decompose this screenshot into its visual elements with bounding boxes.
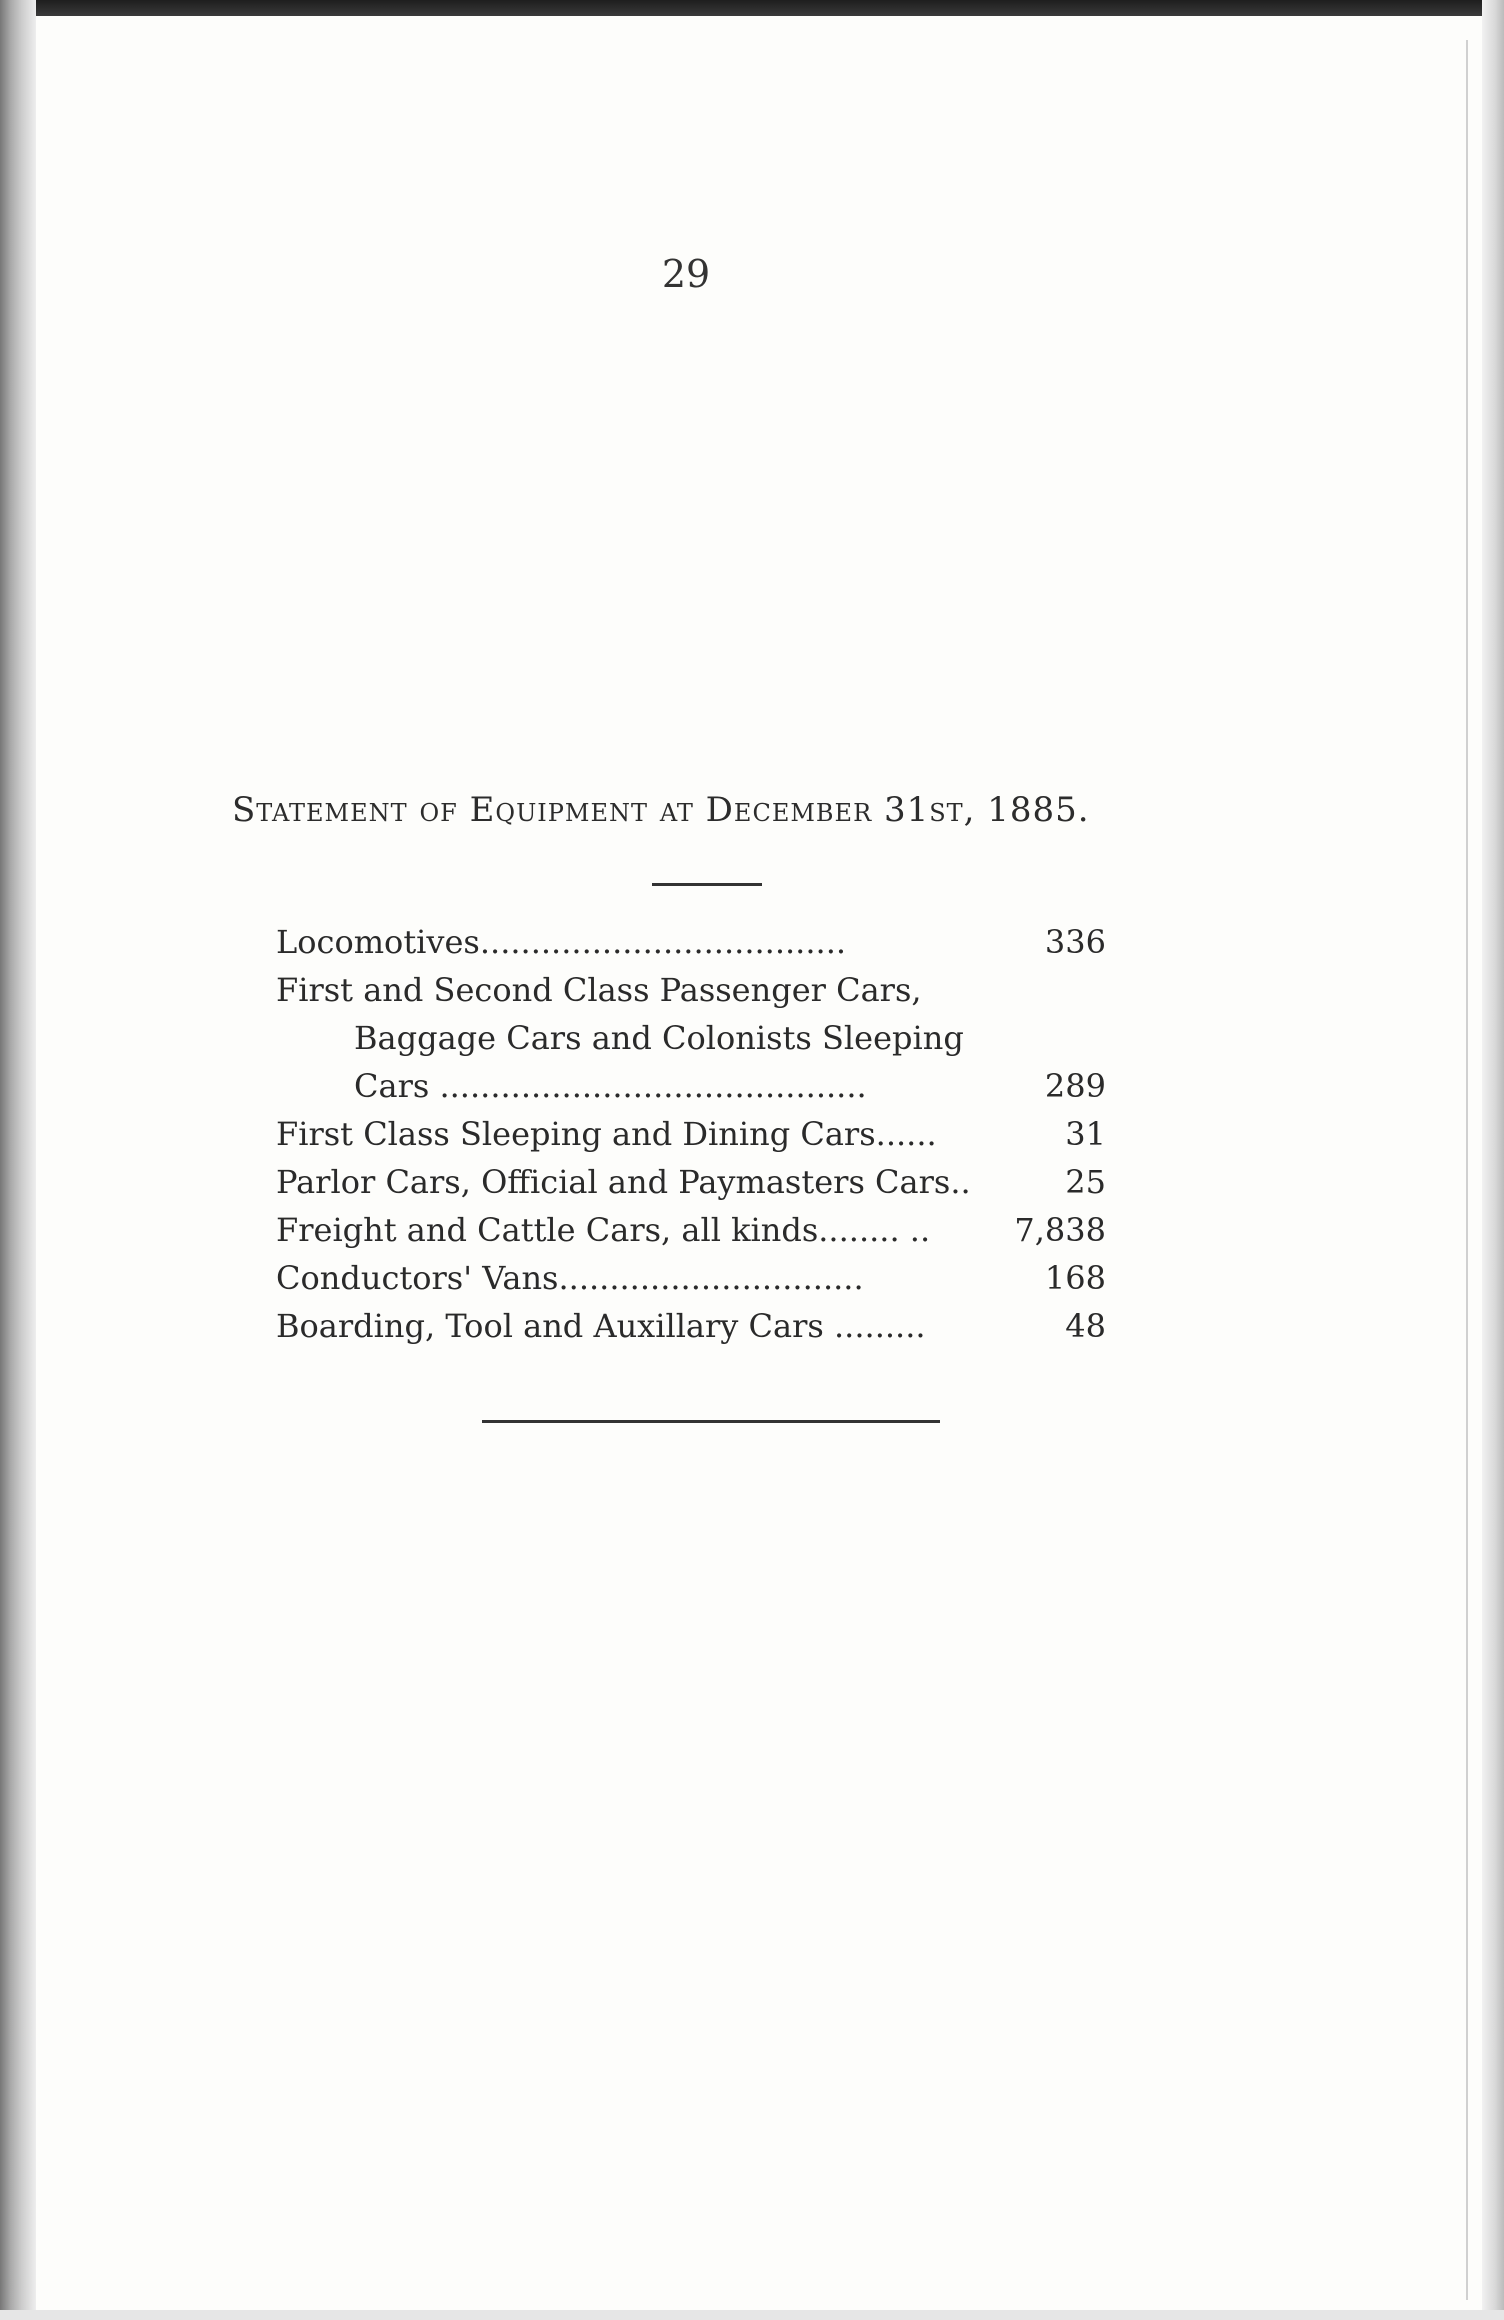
heading-rule: [652, 883, 762, 886]
book-binding-edge: [0, 0, 36, 2320]
table-row: [276, 1014, 1106, 1062]
row-value: 31: [1065, 1115, 1106, 1153]
page-number: 29: [661, 252, 711, 296]
table-row: [276, 918, 1106, 966]
table-row: [276, 1158, 1106, 1206]
table-row: [276, 1062, 1106, 1110]
row-label: First and Second Class Passenger Cars,: [276, 971, 922, 1009]
row-label: Parlor Cars, Official and Paymasters Cars..: [276, 1163, 971, 1201]
page-heading: Statement of Equipment at December 31st, 1885.: [232, 790, 1090, 830]
page-bottom-edge: [0, 2310, 1504, 2320]
row-label: Boarding, Tool and Auxillary Cars .........: [276, 1307, 926, 1345]
table-row: [276, 966, 1106, 1014]
page-right-edge: [1482, 0, 1504, 2320]
row-value: 336: [1044, 923, 1106, 961]
row-value: 25: [1065, 1163, 1106, 1201]
row-value: 48: [1065, 1307, 1106, 1345]
row-label: Freight and Cattle Cars, all kinds........ ..: [276, 1211, 931, 1249]
row-label: Conductors' Vans..............................: [276, 1259, 864, 1297]
row-value: 168: [1044, 1259, 1106, 1297]
scan-top-border: [0, 0, 1504, 16]
row-label: Locomotives....................................: [276, 923, 847, 961]
row-label: First Class Sleeping and Dining Cars......: [276, 1115, 937, 1153]
closing-rule: [482, 1420, 940, 1423]
equipment-table: [276, 918, 1106, 1350]
table-row: [276, 1302, 1106, 1350]
row-label: Cars ..........................................: [354, 1067, 867, 1105]
table-row: [276, 1254, 1106, 1302]
table-row: [276, 1206, 1106, 1254]
row-value: 7,838: [1014, 1211, 1106, 1249]
row-value: 289: [1044, 1067, 1106, 1105]
table-row: [276, 1110, 1106, 1158]
row-label: Baggage Cars and Colonists Sleeping: [354, 1019, 964, 1057]
page-stack-line: [1466, 40, 1468, 2300]
